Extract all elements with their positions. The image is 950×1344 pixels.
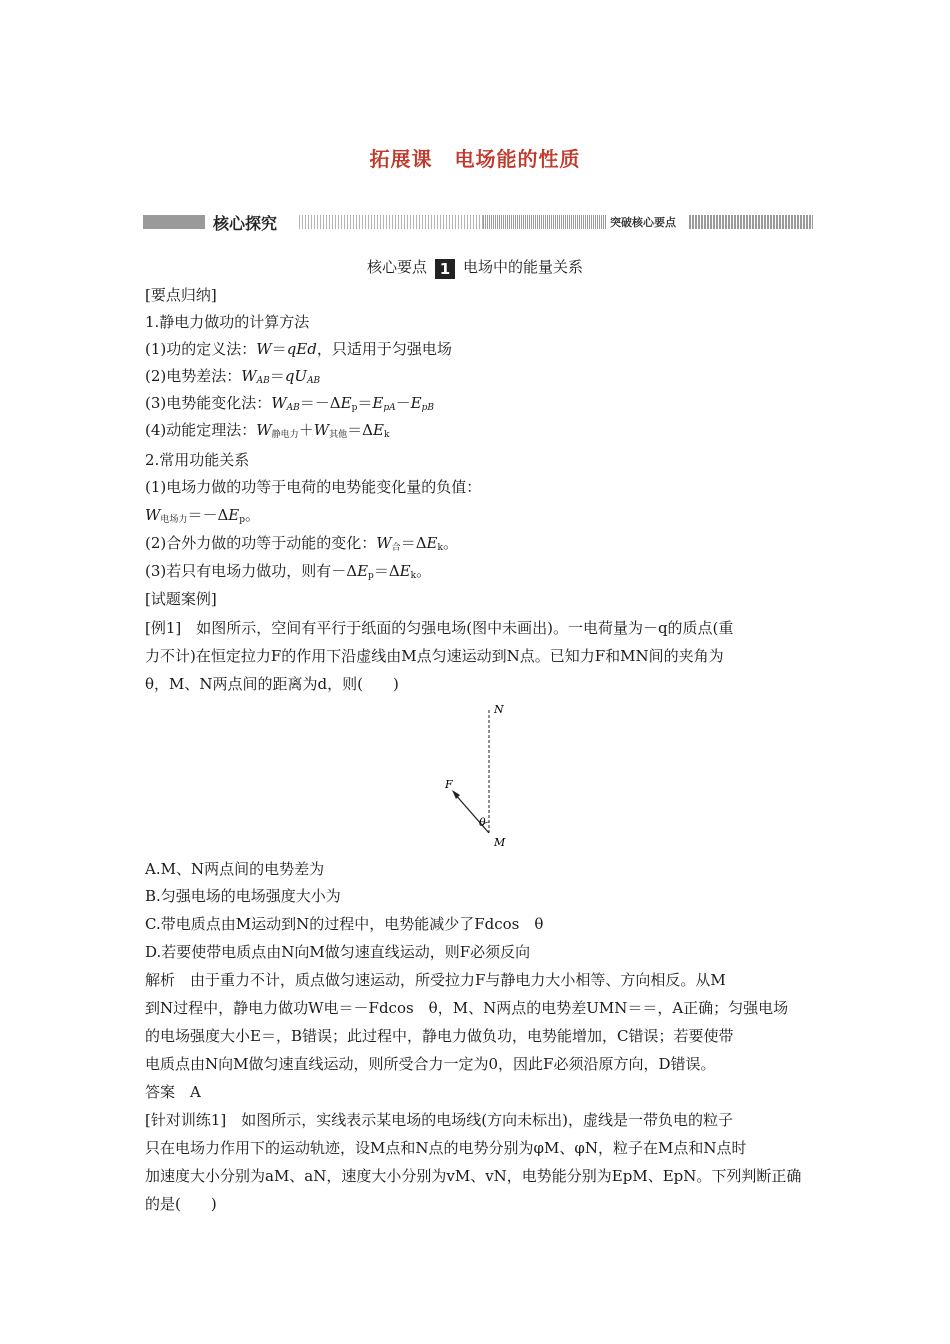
- answer-line: 答案 A: [145, 1083, 201, 1101]
- analysis-line1: 解析 由于重力不计，质点做匀速运动，所受拉力F与静电力大小相等、方向相反。从M: [145, 971, 726, 989]
- force-diagram: [430, 700, 540, 850]
- training1-line4: 的是( ): [145, 1195, 217, 1213]
- label-m: M: [494, 836, 506, 849]
- title-part2: 电场能的性质: [454, 147, 581, 171]
- item1-line2: (2)电势差法：$W_{AB}=qU_{AB}$: [145, 367, 321, 386]
- option-c: C.带电质点由M运动到N的过程中，电势能减少了Fdcos θ: [145, 915, 544, 933]
- option-b: B.匀强电场的电场强度大小为: [145, 887, 341, 905]
- banner-bar-right: [689, 215, 813, 229]
- item2-line2: $W_{电场力}=-\Delta E_p$。: [145, 506, 261, 525]
- section-name: 电场中的能量关系: [463, 258, 584, 276]
- training1-line2: 只在电场力作用下的运动轨迹，设M点和N点的电势分别为φM、φN，粒子在M点和N点时: [145, 1139, 747, 1157]
- example1-line1: [例1] 如图所示，空间有平行于纸面的匀强电场(图中未画出)。一电荷量为－q的质点(重: [145, 619, 734, 637]
- label-n: N: [494, 703, 504, 716]
- item2-line1: (1)电场力做的功等于电荷的电势能变化量的负值：: [145, 478, 482, 496]
- item2-line4: (3)若只有电场力做功，则有$-\Delta E_p=\Delta E_k$。: [145, 562, 432, 581]
- section-heading: [0, 256, 950, 279]
- option-a: A.M、N两点间的电势差为: [145, 860, 325, 878]
- label-theta: θ: [479, 816, 486, 829]
- banner-bar-left: [143, 215, 205, 229]
- example1-line3: θ，M、N两点间的距离为d，则( ): [145, 675, 399, 693]
- option-d: D.若要使带电质点由N向M做匀速直线运动，则F必须反向: [145, 943, 531, 961]
- item1-heading: 1.静电力做功的计算方法: [145, 313, 310, 331]
- cases-heading: [试题案例]: [145, 590, 217, 608]
- banner-label: 核心探究: [213, 214, 278, 233]
- analysis-line2: 到N过程中，静电力做功W电＝－Fdcos θ，M、N两点的电势差UMN＝＝，A正确；匀强电场: [145, 999, 789, 1017]
- title-part1: 拓展课: [369, 147, 433, 171]
- banner-right-label: 突破核心要点: [607, 214, 679, 230]
- training1-line3: 加速度大小分别为aM、aN，速度大小分别为vM、vN，电势能分别为EpM、EpN。下列判断正确: [145, 1167, 802, 1185]
- analysis-line3: 的电场强度大小E＝，B错误；此过程中，静电力做负功，电势能增加，C错误；若要使带: [145, 1027, 734, 1045]
- section-number-badge: 1: [435, 259, 455, 279]
- training1-line1: [针对训练1] 如图所示，实线表示某电场的电场线(方向未标出)，虚线是一带负电的粒子: [145, 1111, 733, 1129]
- example1-line2: 力不计)在恒定拉力F的作用下沿虚线由M点匀速运动到N点。已知力F和MN间的夹角为: [145, 647, 724, 665]
- item2-line3: (2)合外力做的功等于动能的变化：$W_合=\Delta E_k$。: [145, 534, 458, 553]
- item1-line4: (4)动能定理法：$W_{静电力}+W_{其他}=\Delta E_k$: [145, 421, 390, 440]
- summary-heading: [要点归纳]: [145, 286, 217, 304]
- item1-line3: (3)电势能变化法：$W_{AB}=-\Delta E_p=E_{pA}-E_{pB}$: [145, 394, 434, 413]
- analysis-line4: 电质点由N向M做匀速直线运动，则所受合力一定为0，因此F必须沿原方向，D错误。: [145, 1055, 716, 1073]
- item1-line1: (1)功的定义法：W＝qEd，只适用于匀强电场: [145, 340, 452, 358]
- page-title: [0, 143, 950, 172]
- item2-heading: 2.常用功能关系: [145, 451, 250, 469]
- label-f: F: [445, 778, 453, 791]
- section-prefix: 核心要点: [366, 258, 427, 276]
- section-banner: [143, 212, 813, 232]
- banner-bar-mid-dark: [483, 215, 617, 229]
